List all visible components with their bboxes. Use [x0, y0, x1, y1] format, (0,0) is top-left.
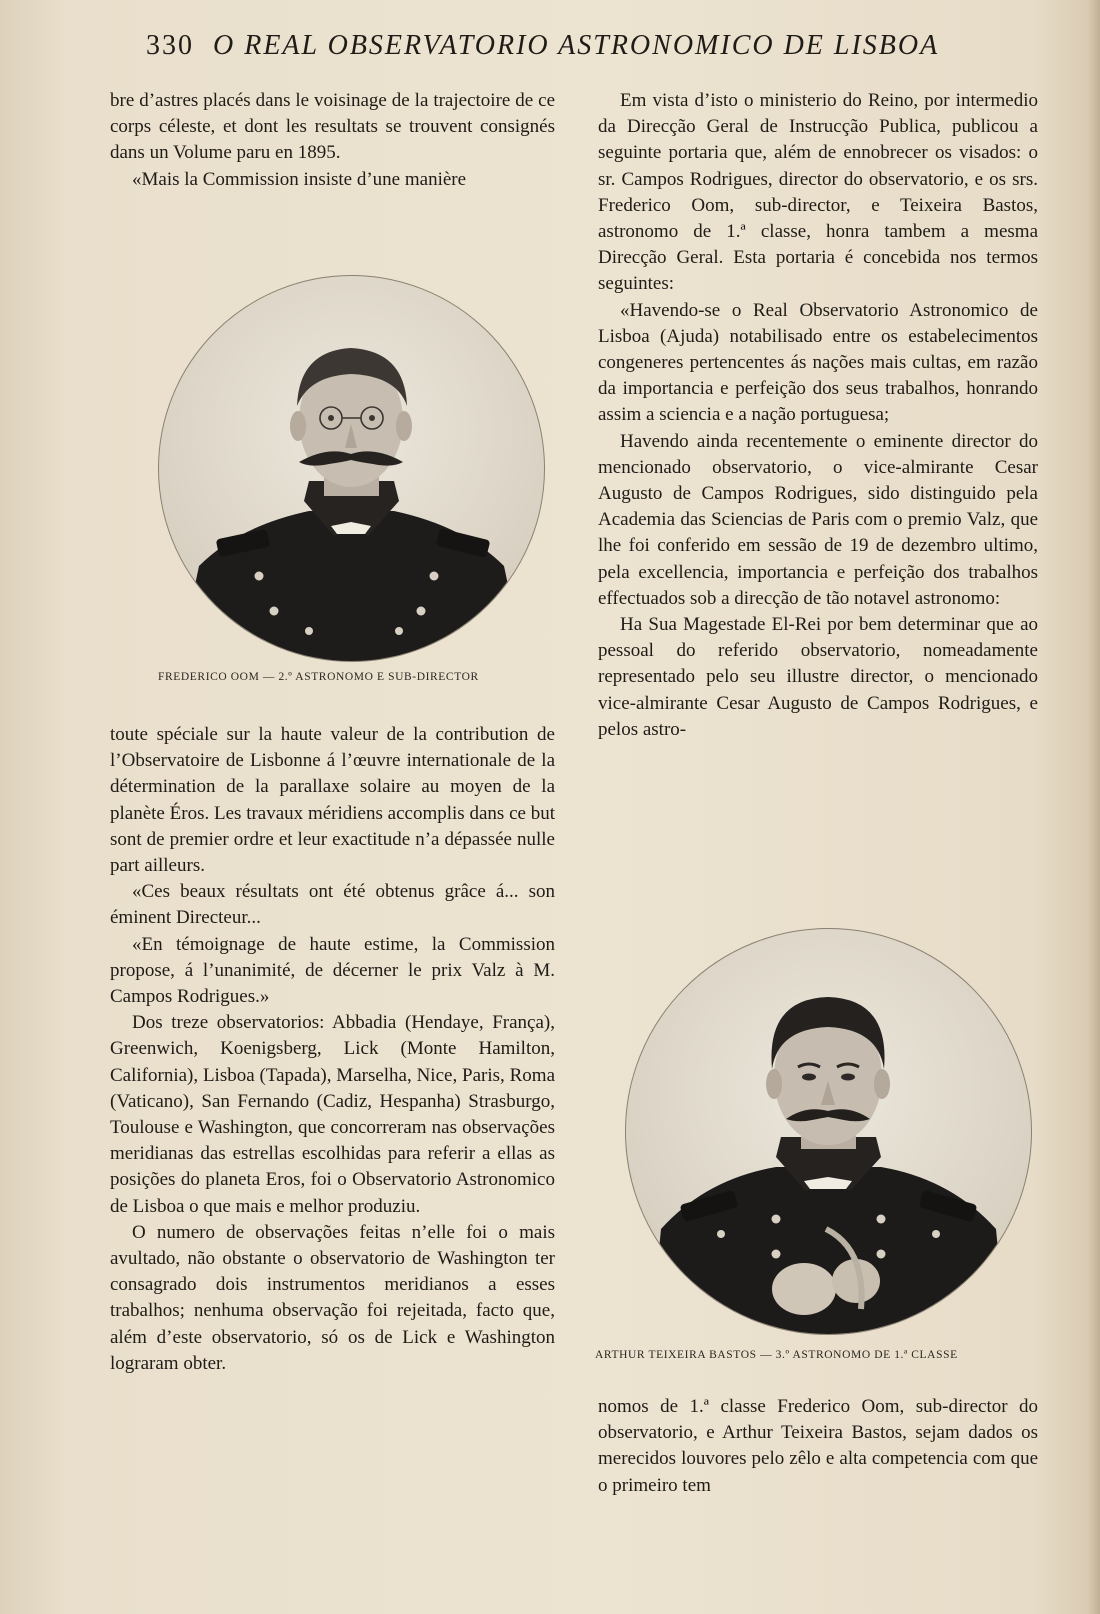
running-title: O REAL OBSERVATORIO ASTRONOMICO DE LISBOA — [213, 30, 940, 61]
left-column-bottom — [110, 722, 555, 1377]
paragraph: Havendo ainda recentemente o eminente director do mencionado observatorio, o vice-almirante Cesar Augusto de Campos Rodrigues, sido distinguido pela Academia das Sciencias de Paris com o premio Valz, que lhe foi conferido em sessão de 19 de dezembro ultimo, pela excellencia, importancia e perfeição dos trabalhos effectuados sob a direcção de tão notavel astronomo: — [598, 430, 1038, 609]
paragraph: «Ces beaux résultats ont été obtenus grâce á... son éminent Directeur... — [110, 881, 555, 929]
portrait-arthur-teixeira-bastos — [625, 928, 1032, 1335]
portrait-caption: ARTHUR TEIXEIRA BASTOS — 3.º ASTRONOMO DE 1.ª CLASSE — [595, 1349, 958, 1361]
page-edge-shadow — [1088, 0, 1100, 1614]
paragraph: Em vista d’isto o ministerio do Reino, por intermedio da Direcção Geral de Instrucção Publica, publicou a seguinte portaria que, além de ennobrecer os visados: o sr. Campos Rodrigues, director do observatorio, e os srs. Frederico Oom, sub-director, e Teixeira Bastos, astronomo de 1.ª classe, honra tambem a mesma Direcção Geral. Esta portaria é concebida nos termos seguintes: — [598, 90, 1038, 295]
paragraph: O numero de observações feitas n’elle foi o mais avultado, não obstante o observatorio de Washington ter consagrado dois instrumentos meridianos a esses trabalhos; nenhuma observação foi rejeitada, facto que, além d’este observatorio, só os de Lick e Washington lograram obter. — [110, 1221, 555, 1374]
paragraph: nomos de 1.ª classe Frederico Oom, sub-director do observatorio, e Arthur Teixeira Bastos, sejam dados os merecidos louvores pelo zêlo e alta competencia com que o primeiro tem — [598, 1396, 1038, 1496]
paragraph: Ha Sua Magestade El-Rei por bem determinar que ao pessoal do referido observatorio, nomeadamente representado pelo seu illustre director, o mencionado vice-almirante Cesar Augusto de Campos Rodrigues, e pelos astro- — [598, 614, 1038, 740]
paragraph: «Havendo-se o Real Observatorio Astronomico de Lisboa (Ajuda) notabilisado entre os estabelecimentos congeneres pertencentes ás nações mais cultas, em razão da importancia e perfeição dos seus trabalhos, honrando assim a sciencia e a nação portuguesa; — [598, 299, 1038, 426]
paragraph: «En témoignage de haute estime, la Commission propose, á l’unanimité, de décerner le prix Valz à M. Campos Rodrigues.» — [110, 933, 555, 1008]
paragraph: toute spéciale sur la haute valeur de la contribution de l’Observatoire de Lisbonne á l’œuvre internationale de la détermination de la parallaxe solaire au moyen de la planète Éros. Les travaux méridiens accomplis dans ce but sont de premier ordre et leur exactitude n’a dépassée nulle part ailleurs. — [110, 724, 555, 877]
page-number: 330 — [146, 30, 194, 61]
paragraph: «Mais la Commission insiste d’une manière — [132, 168, 467, 190]
portrait-caption: FREDERICO OOM — 2.º ASTRONOMO E SUB-DIRECTOR — [158, 671, 479, 683]
paragraph: Dos treze observatorios: Abbadia (Hendaye, França), Greenwich, Koenigsberg, Lick (Monte Hamilton, California), Lisboa (Tapada), Marselha, Nice, Paris, Roma (Vaticano), San Fernando (Cadiz, Hespanha) Strasburgo, Toulouse e Washington, que concorreram nas observações meridianas das estrellas escolhidas para referir a ellas as posições do planeta Eros, foi o Observatorio Astronomico de Lisboa o que mais e melhor produziu. — [110, 1012, 555, 1217]
running-header — [146, 30, 966, 70]
paragraph: bre d’astres placés dans le voisinage de la trajectoire de ce corps céleste, et dont les resultats se trouvent consignés dans un Volume paru en 1895. — [110, 90, 555, 164]
portrait-frederico-oom — [158, 275, 545, 662]
right-column-bottom — [598, 1394, 1038, 1499]
left-column-top — [110, 88, 555, 193]
right-column-top — [598, 88, 1038, 743]
